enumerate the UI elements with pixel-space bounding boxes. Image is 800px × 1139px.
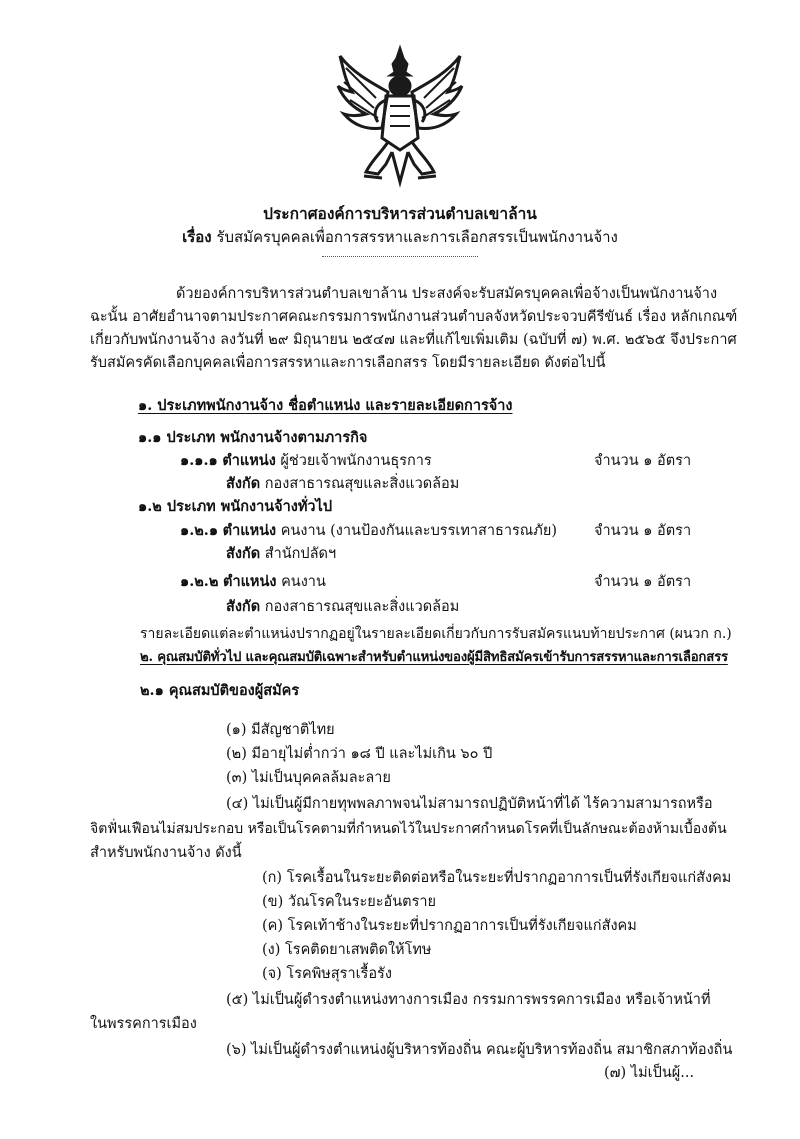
position-title: ผู้ช่วยเจ้าพนักงานธุรการ <box>280 453 432 469</box>
section-1-heading: ๑. ประเภทพนักงานจ้าง ชื่อตำแหน่ง และรายละเอียดการจ้าง <box>138 397 513 414</box>
position-title: คนงาน <box>281 574 326 590</box>
intro-line-2: ฉะนั้น อาศัยอำนาจตามประกาศคณะกรรมการพนักงานส่วนตำบลจังหวัดประจวบคีรีขันธ์ เรื่อง หลักเกณฑ์ <box>90 309 738 325</box>
section-2-1-heading: ๒.๑ คุณสมบัติของผู้สมัคร <box>140 682 300 699</box>
position-unit <box>226 600 459 615</box>
disease-item: (ค) โรคเท้าช้างในระยะที่ปรากฏอาการเป็นที่รังเกียจแก่สังคม <box>262 918 637 934</box>
appendix-note: รายละเอียดแต่ละตำแหน่งปรากฏอยู่ในรายละเอียดเกี่ยวกับการรับสมัครแนบท้ายประกาศ (ผนวก ก.) <box>140 626 732 642</box>
intro-line-3: เกี่ยวกับพนักงานจ้าง ลงวันที่ ๒๙ มิถุนายน ๒๕๔๗ และที่แก้ไขเพิ่มเติม (ฉบับที่ ๗) พ.ศ. ๒๕๖๕ จึงประกาศ <box>90 332 737 348</box>
announcement-subject <box>0 230 800 245</box>
qualification-item: (๒) มีอายุไม่ต่ำกว่า ๑๘ ปี และไม่เกิน ๖๐ ปี <box>226 746 493 762</box>
position-number: ๑.๒.๒ <box>180 573 219 590</box>
position-unit <box>226 547 336 562</box>
section-2-heading: ๒. คุณสมบัติทั่วไป และคุณสมบัติเฉพาะสำหรับตำแหน่งของผู้มีสิทธิสมัครเข้ารับการสรรหาและการเลือกสรร <box>140 650 728 665</box>
page-continuation: (๗) ไม่เป็นผู้... <box>604 1065 695 1081</box>
position-1-1-1 <box>180 454 432 469</box>
disease-item: (ง) โรคติดยาเสพติดให้โทษ <box>262 942 432 958</box>
unit-label: สังกัด <box>226 545 261 562</box>
announcement-title: ประกาศองค์การบริหารส่วนตำบลเขาล้าน <box>263 204 537 223</box>
qualification-item-5-line-2: ในพรรคการเมือง <box>90 1016 197 1032</box>
unit-name: กองสาธารณสุขและสิ่งแวดล้อม <box>264 476 460 492</box>
position-label: ตำแหน่ง <box>223 573 277 590</box>
position-count: จำนวน ๑ อัตรา <box>594 574 692 590</box>
qualification-item-5-line-1: (๕) ไม่เป็นผู้ดำรงตำแหน่งทางการเมือง กรรมการพรรคการเมือง หรือเจ้าหน้าที่ <box>226 992 711 1008</box>
qualification-item-4-line-2: จิตฟั่นเฟือนไม่สมประกอบ หรือเป็นโรคตามที่กำหนดไว้ในประกาศกำหนดโรคที่เป็นลักษณะต้องห้ามเบื้องต้น <box>90 821 727 837</box>
disease-item: (จ) โรคพิษสุราเรื้อรัง <box>262 966 392 982</box>
position-1-2-1 <box>180 524 557 539</box>
position-title: คนงาน (งานป้องกันและบรรเทาสาธารณภัย) <box>280 523 557 539</box>
qualification-item: (๑) มีสัญชาติไทย <box>226 722 335 738</box>
qualification-item-4-line-3: สำหรับพนักงานจ้าง ดังนี้ <box>90 845 242 861</box>
qualification-item: (๓) ไม่เป็นบุคคลล้มละลาย <box>226 770 391 786</box>
position-label: ตำแหน่ง <box>222 522 277 539</box>
position-label: ตำแหน่ง <box>222 452 276 469</box>
unit-label: สังกัด <box>226 475 261 492</box>
disease-item: (ก) โรคเรื้อนในระยะติดต่อหรือในระยะที่ปรากฏอาการเป็นที่รังเกียจแก่สังคม <box>262 870 732 886</box>
subject-text: รับสมัครบุคคลเพื่อการสรรหาและการเลือกสรรเป็นพนักงานจ้าง <box>216 228 618 246</box>
intro-line-1: ด้วยองค์การบริหารส่วนตำบลเขาล้าน ประสงค์จะรับสมัครบุคคลเพื่อจ้างเป็นพนักงานจ้าง <box>176 286 718 302</box>
qualification-item-6-line-1: (๖) ไม่เป็นผู้ดำรงตำแหน่งผู้บริหารท้องถิ่น คณะผู้บริหารท้องถิ่น สมาชิกสภาท้องถิ่น <box>226 1042 733 1058</box>
position-count: จำนวน ๑ อัตรา <box>594 523 692 539</box>
type-1-label: ๑.๑ ประเภท พนักงานจ้างตามภารกิจ <box>138 429 368 446</box>
unit-name: สำนักปลัดฯ <box>264 546 337 562</box>
type-2-label: ๑.๒ ประเภท พนักงานจ้างทั่วไป <box>138 498 333 515</box>
position-1-2-2 <box>180 575 326 590</box>
qualification-item-4-line-1: (๔) ไม่เป็นผู้มีกายทุพพลภาพจนไม่สามารถปฏิบัติหน้าที่ได้ ไร้ความสามารถหรือ <box>226 796 713 812</box>
intro-line-4: รับสมัครคัดเลือกบุคคลเพื่อการสรรหาและการเลือกสรร โดยมีรายละเอียด ดังต่อไปนี้ <box>90 355 606 371</box>
position-number: ๑.๑.๑ <box>180 452 218 469</box>
unit-name: กองสาธารณสุขและสิ่งแวดล้อม <box>264 599 460 615</box>
subject-label: เรื่อง <box>182 228 212 246</box>
position-unit <box>226 477 459 492</box>
position-number: ๑.๒.๑ <box>180 522 219 539</box>
header-divider <box>322 256 478 257</box>
position-count: จำนวน ๑ อัตรา <box>594 453 692 469</box>
unit-label: สังกัด <box>226 598 261 615</box>
garuda-emblem-icon <box>336 42 464 190</box>
disease-item: (ข) วัณโรคในระยะอันตราย <box>262 894 437 910</box>
